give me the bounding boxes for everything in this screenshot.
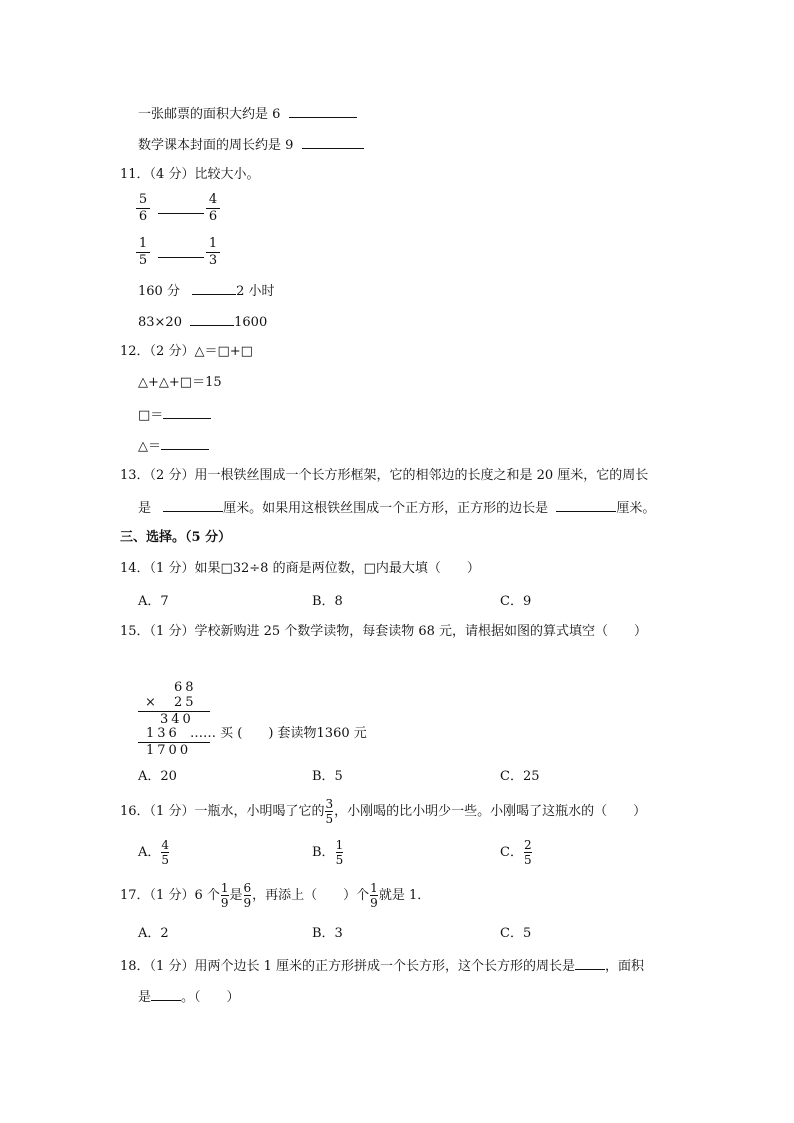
q16-fraction: $\frac{3}{5}$: [325, 797, 334, 826]
calc-multiplier: 25: [174, 695, 197, 710]
q12-triangle-answer: △＝: [138, 437, 209, 455]
q17-option-b[interactable]: B．3: [312, 926, 343, 941]
stamp-area-line: [138, 105, 357, 123]
calc-note: …… 买 ( ) 套读物1360 元: [190, 726, 367, 741]
calc-product: 1700: [146, 743, 192, 758]
compare-right: 2 小时: [236, 284, 275, 299]
q17-option-c[interactable]: C．5: [500, 926, 532, 941]
stamp-area-text: 一张邮票的面积大约是 6: [138, 107, 281, 122]
q15-option-c[interactable]: C．25: [500, 769, 540, 784]
answer-blank[interactable]: [289, 105, 357, 118]
answer-blank[interactable]: [158, 257, 204, 258]
answer-blank[interactable]: [161, 437, 209, 450]
compare-right: 1600: [234, 315, 268, 330]
compare-left: 160 分: [138, 284, 180, 299]
cover-perimeter-text: 数学课本封面的周长约是 9: [138, 138, 294, 153]
q16-title: 16．（1 分）一瓶水，小明喝了它的 $\frac{3}{5}$ ，小刚喝的比小明少一些。小刚喝了这瓶水的（ ）: [120, 797, 647, 826]
answer-blank[interactable]: [192, 282, 236, 295]
section-heading: 三、选择。（5 分）: [120, 530, 232, 545]
q17-option-a[interactable]: A．2: [138, 926, 169, 941]
cover-perimeter-line: [138, 136, 364, 154]
answer-blank[interactable]: [163, 499, 223, 512]
q11-fraction: 4 6: [206, 193, 220, 224]
calc-multiplicand: 68: [174, 680, 197, 695]
q11-compare-time: [138, 282, 275, 300]
calc-partial-2: 136: [146, 726, 180, 741]
answer-blank[interactable]: [158, 213, 204, 214]
answer-blank[interactable]: [556, 499, 616, 512]
q14-option-b[interactable]: B．8: [312, 594, 343, 609]
answer-blank[interactable]: [302, 136, 364, 149]
q11-fraction: 5 6: [136, 193, 150, 224]
q16-option-b[interactable]: B． $\frac{1}{5}$: [312, 838, 344, 867]
q11-title: 11．（4 分）比较大小。: [120, 167, 260, 182]
q12-equation: △+△+□＝15: [138, 375, 222, 390]
q11-fraction: 1 3: [206, 237, 220, 268]
q12-title: 12．（2 分）△＝□+□: [120, 344, 253, 359]
q13-line1: 13．（2 分）用一根铁丝围成一个长方形框架，它的相邻边的长度之和是 20 厘米，它的周长: [120, 468, 649, 483]
times-sign: ×: [145, 695, 156, 710]
q14-option-c[interactable]: C．9: [500, 594, 532, 609]
answer-blank[interactable]: [151, 988, 181, 1001]
q12-square-answer: □＝: [138, 406, 211, 424]
q18-line2: 是 。（ ）: [138, 990, 240, 1005]
q16-option-c[interactable]: C． $\frac{2}{5}$: [500, 838, 532, 867]
q15-option-a[interactable]: A．20: [138, 769, 177, 784]
q11-compare-product: [138, 313, 267, 331]
answer-blank[interactable]: [575, 957, 605, 970]
q16-option-a[interactable]: A． $\frac{4}{5}$: [138, 838, 170, 867]
compare-left: 83×20: [138, 315, 182, 330]
answer-blank[interactable]: [163, 406, 211, 419]
q18-line1: 18．（1 分）用两个边长 1 厘米的正方形拼成一个长方形，这个长方形的周长是 ，面积: [120, 959, 644, 974]
q13-line2: 是 厘米。如果用这根铁丝围成一个正方形，正方形的边长是 厘米。: [138, 501, 656, 516]
q17-title: 17．（1 分）6 个 $\frac{1}{9}$ 是 $\frac{6}{9}$ ，再添上（ ）个 $\frac{1}{9}$ 就是 1．: [120, 881, 431, 910]
answer-blank[interactable]: [190, 313, 234, 326]
calc-partial-1: 340: [160, 712, 194, 727]
q15-title: 15．（1 分）学校新购进 25 个数学读物，每套读物 68 元，请根据如图的算式填空（ ）: [120, 624, 648, 639]
q11-fraction: 1 5: [136, 237, 150, 268]
q15-option-b[interactable]: B．5: [312, 769, 343, 784]
q14-title: 14．（1 分）如果□32÷8 的商是两位数，□内最大填（ ）: [120, 561, 480, 576]
q14-option-a[interactable]: A．7: [138, 594, 169, 609]
